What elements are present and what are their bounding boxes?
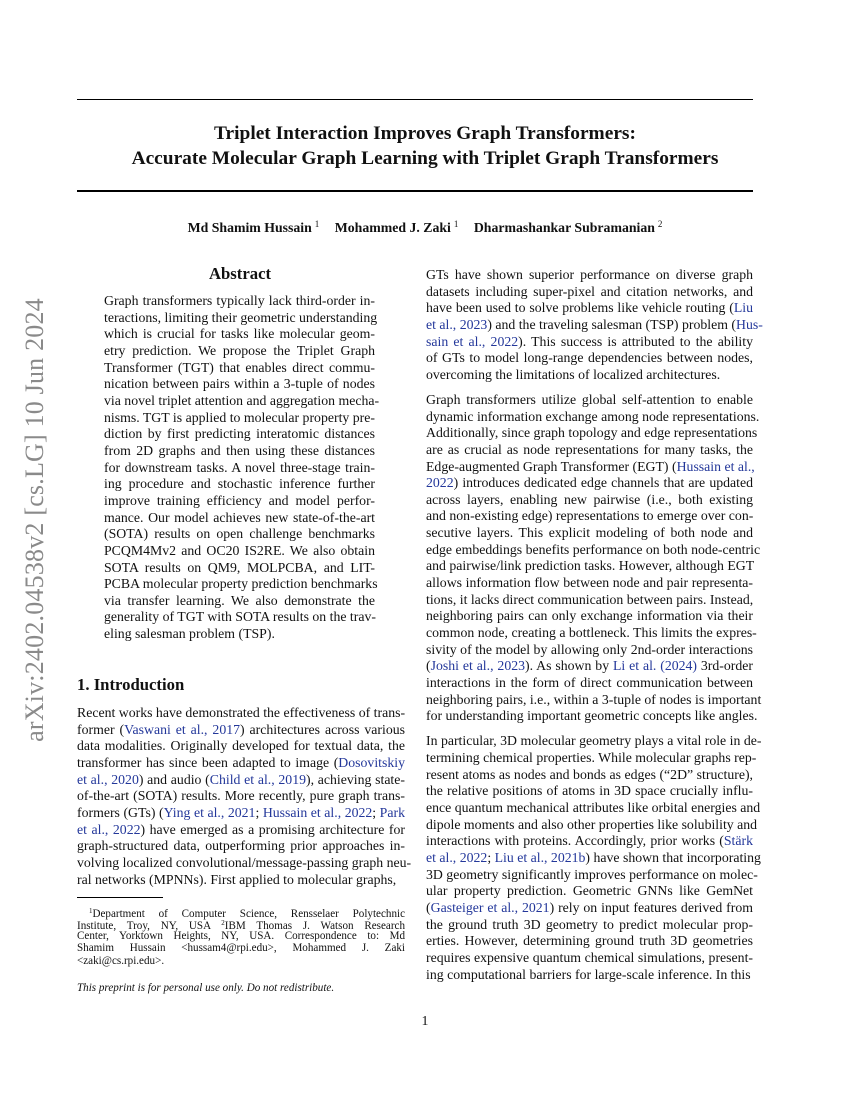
- text-segment: the ground truth 3D geometry to predict molecular prop-: [426, 916, 753, 932]
- text-segment: termining chemical properties. While molecular graphs rep-: [426, 749, 757, 765]
- text-segment: Transformer (TGT) that enables direct commu-: [104, 359, 375, 375]
- text-line: [104, 309, 378, 327]
- text-segment: ence quantum mechanical attributes like orbital energies and: [426, 799, 761, 815]
- text-line: [426, 267, 753, 284]
- text-segment: across layers, enabling new pairwise (i.e., both existing: [426, 491, 753, 507]
- text-line: [426, 833, 753, 850]
- citation-link[interactable]: Liu et al., 2021b: [494, 849, 586, 865]
- citation-link[interactable]: et al., 2020: [77, 771, 139, 787]
- footnote-rule: [77, 897, 163, 898]
- affiliation-mark: 1: [453, 219, 459, 229]
- text-line: [426, 900, 753, 917]
- abstract-heading: Abstract: [208, 264, 272, 283]
- text-line: [426, 508, 753, 525]
- text-line: [426, 392, 753, 409]
- text-segment: ) and audio (: [138, 771, 210, 787]
- text-line: [104, 476, 375, 493]
- text-line: [426, 425, 758, 442]
- text-segment: ) rely on input features derived from: [549, 899, 754, 915]
- citation-link[interactable]: et al., 2023: [426, 316, 488, 332]
- author: [188, 220, 320, 235]
- abstract-text: [104, 293, 380, 651]
- text-segment: dipole moments and also other properties like solubility and: [426, 816, 758, 832]
- text-line: [426, 933, 753, 950]
- text-line: [426, 350, 753, 367]
- top-rule: [77, 99, 753, 100]
- text-segment: resent atoms as nodes and bonds as edges (“2D” structure),: [426, 766, 753, 782]
- text-segment: dynamic information exchange among node representations.: [426, 408, 760, 424]
- text-line: [426, 749, 757, 767]
- citation-link[interactable]: Hussain et al.,: [676, 458, 755, 474]
- paragraph: [426, 391, 762, 725]
- text-line: [104, 326, 375, 343]
- text-line: [77, 854, 412, 872]
- section-heading-introduction: 1. Introduction: [77, 675, 185, 694]
- text-line: [426, 334, 753, 351]
- preprint-notice: This preprint is for personal use only. Do not redistribute.: [77, 982, 335, 994]
- text-segment: Recent works have demonstrated the effectiveness of trans-: [77, 705, 406, 720]
- text-line: [426, 883, 753, 900]
- author-name: Dharmashankar Subramanian: [473, 220, 655, 235]
- text-segment: for downstream tasks. A novel three-stage train-: [104, 459, 375, 475]
- footnote-text: Institute, Troy, NY, USA: [77, 920, 222, 933]
- text-segment: 3D geometry significantly improves performance on molec-: [426, 866, 758, 882]
- text-segment: ing computational barriers for large-scale inference. In this: [426, 966, 751, 982]
- text-line: [104, 543, 375, 560]
- text-line: [104, 426, 375, 443]
- text-line: [77, 805, 405, 822]
- text-segment: etry prediction. We propose the Triplet Graph: [104, 342, 375, 358]
- author-name: Mohammed J. Zaki: [334, 220, 451, 235]
- text-line: [104, 410, 375, 427]
- text-line: [104, 460, 375, 477]
- text-line: [426, 284, 753, 301]
- citation-link[interactable]: Hus-: [735, 316, 763, 332]
- text-segment: are as crucial as node representations for many tasks, the: [426, 441, 753, 457]
- text-segment: sivity of the model by allowing only 2nd-order interactions: [426, 641, 753, 657]
- text-segment: and pairwise/link prediction tasks. However, although EGT: [426, 558, 755, 574]
- text-segment: Graph transformers typically lack third-order in-: [104, 293, 375, 308]
- text-segment: PCBA molecular property prediction benchmarks: [104, 576, 378, 592]
- paper-title-line-2: Accurate Molecular Graph Learning with Triplet Graph Transformers: [131, 148, 719, 169]
- text-line: [426, 558, 753, 575]
- text-line: [77, 788, 405, 805]
- text-line: [426, 541, 761, 559]
- text-segment: which is crucial for tasks like molecular geom-: [104, 326, 375, 342]
- text-segment: (SOTA) results on open challenge benchmarks: [104, 526, 375, 542]
- citation-link[interactable]: Stärk: [723, 833, 753, 849]
- text-line: [77, 705, 405, 722]
- text-segment: ) and the traveling salesman (TSP) problem (: [487, 316, 736, 332]
- text-segment: (: [426, 658, 431, 674]
- citation-link[interactable]: et al., 2022: [426, 849, 488, 865]
- text-line: [426, 592, 753, 609]
- text-line: [426, 625, 757, 642]
- text-segment: SOTA results on QM9, MOLPCBA, and LIT-: [104, 559, 375, 575]
- text-line: [426, 642, 753, 659]
- citation-link[interactable]: Gasteiger et al., 2021: [430, 899, 550, 915]
- affiliation-mark: 2: [657, 219, 663, 229]
- text-segment: ;: [487, 849, 495, 865]
- footnote-mark: 1: [89, 907, 93, 915]
- text-line: [426, 525, 753, 542]
- text-line: [426, 866, 758, 884]
- paragraph: [426, 267, 763, 384]
- citation-link[interactable]: Park: [379, 804, 405, 820]
- citation-link[interactable]: sain et al., 2022: [426, 333, 519, 349]
- text-segment: of-the-art (SOTA) results. More recently, pure graph trans-: [77, 788, 405, 804]
- title-bottom-rule: [77, 190, 753, 192]
- text-segment: ). As shown by: [525, 658, 613, 674]
- text-segment: tions, it lacks direct communication between pairs. Instead,: [426, 591, 754, 607]
- text-segment: (: [426, 899, 431, 915]
- text-line: [426, 459, 753, 476]
- text-segment: diction by first predicting interatomic distances: [104, 426, 375, 442]
- page-number: 1: [421, 1013, 429, 1028]
- footnote-mark: 2: [221, 919, 225, 928]
- text-segment: Additionally, since graph topology and edge representations: [426, 425, 758, 441]
- text-segment: erties. However, determining ground truth 3D geometries: [426, 933, 753, 949]
- footnote-text: IBM Thomas J. Watson Research: [224, 920, 405, 933]
- text-line: [104, 360, 375, 377]
- footnote-line: [77, 917, 405, 933]
- citation-link[interactable]: Hussain et al., 2022: [262, 804, 373, 820]
- text-line: [426, 967, 753, 984]
- text-line: [104, 593, 375, 610]
- right-column-text: [426, 267, 763, 991]
- author: [335, 220, 459, 235]
- footnote-line: Center, Yorktown Heights, NY, USA. Correspondence to: Md: [77, 929, 405, 942]
- text-line: [426, 950, 753, 967]
- text-line: [426, 300, 753, 317]
- text-line: [426, 658, 753, 675]
- text-segment: ) introduces dedicated edge channels that are updated: [453, 475, 753, 491]
- text-line: [426, 783, 753, 800]
- author-list: [0, 219, 850, 236]
- text-line: [77, 872, 405, 889]
- text-segment: ) architectures across various: [240, 721, 405, 737]
- text-segment: teractions, limiting their geometric understanding: [104, 309, 378, 325]
- text-segment: overcoming the limitations of localized architectures.: [426, 366, 721, 382]
- text-line: [104, 609, 375, 626]
- text-segment: requires expensive quantum chemical simulations, present-: [426, 949, 753, 965]
- text-segment: datasets including super-pixel and citation networks, and: [426, 283, 753, 299]
- text-segment: interactions in the form of direct communication between: [426, 675, 753, 691]
- text-segment: for understanding important geometric concepts like angles.: [426, 708, 758, 724]
- text-line: [426, 799, 761, 817]
- text-segment: of GTs to model long-range dependencies between nodes,: [426, 350, 753, 366]
- text-line: [104, 376, 375, 393]
- citation-link[interactable]: Li et al. (2024): [612, 658, 698, 674]
- citation-link[interactable]: 2022: [426, 475, 454, 491]
- author-name: Md Shamim Hussain: [187, 220, 312, 235]
- text-segment: secutive layers. This explicit modeling of both node and: [426, 525, 753, 541]
- text-line: [426, 767, 753, 784]
- text-segment: PCQM4Mv2 and OC20 IS2RE. We also obtain: [104, 542, 375, 558]
- text-line: [77, 722, 405, 739]
- text-segment: 3rd-order: [697, 658, 753, 674]
- arxiv-side-stamp: arXiv:2402.04538v2 [cs.LG] 10 Jun 2024: [20, 298, 49, 742]
- text-line: [104, 443, 375, 460]
- text-segment: edge embeddings benefits performance on both node-centric: [426, 541, 761, 557]
- text-line: [104, 626, 375, 643]
- paper-title-line-1: Triplet Interaction Improves Graph Transformers:: [214, 123, 636, 144]
- text-segment: nisms. TGT is applied to molecular property pre-: [104, 409, 375, 425]
- text-segment: neighboring pairs, i.e., within a 3-tuple of nodes is important: [426, 691, 762, 707]
- footnote-line: Shamim Hussain <hussam4@rpi.edu>, Mohammed J. Zaki: [77, 942, 405, 955]
- text-segment: common node, creating a bottleneck. This limits the expres-: [426, 625, 757, 641]
- introduction-text: [77, 705, 412, 897]
- text-segment: improve training efficiency and model perfor-: [104, 492, 375, 508]
- text-segment: GTs have shown superior performance on diverse graph: [426, 267, 753, 282]
- text-segment: and non-existing edge) representations to emerge over con-: [426, 508, 754, 524]
- citation-link[interactable]: Dosovitskiy: [338, 754, 405, 770]
- text-segment: Edge-augmented Graph Transformer (EGT) (: [426, 458, 677, 474]
- affiliation-footnote: [77, 905, 405, 967]
- text-line: [426, 475, 753, 492]
- footnote-line: <zaki@cs.rpi.edu>.: [77, 954, 165, 967]
- text-line: [426, 675, 753, 692]
- text-line: [426, 733, 762, 750]
- text-segment: have been used to solve problems like vehicle routing (: [426, 300, 734, 316]
- text-segment: nication between pairs within a 3-tuple of nodes: [104, 376, 375, 392]
- text-line: [77, 755, 405, 772]
- text-line: [104, 493, 375, 510]
- text-segment: ing procedure and stochastic inference further: [104, 476, 375, 492]
- citation-link[interactable]: Joshi et al., 2023: [430, 658, 526, 674]
- citation-link[interactable]: Ying et al., 2021: [163, 804, 256, 820]
- text-line: [426, 691, 762, 709]
- text-segment: ) have emerged as a promising architecture for: [140, 821, 406, 837]
- text-line: [104, 526, 375, 543]
- affiliation-mark: 1: [314, 219, 320, 229]
- text-line: [426, 492, 753, 509]
- text-segment: ular property prediction. Geometric GNNs like GemNet: [426, 883, 753, 899]
- text-segment: volving localized convolutional/message-passing graph neu-: [77, 854, 412, 870]
- text-line: [426, 708, 758, 725]
- text-line: [77, 838, 405, 855]
- text-segment: ), achieving state-: [306, 771, 405, 787]
- text-segment: former (: [77, 721, 125, 737]
- text-segment: via novel triplet attention and aggregation mecha-: [104, 392, 380, 408]
- author: [474, 220, 663, 235]
- text-line: [77, 738, 405, 755]
- citation-link[interactable]: Liu: [733, 300, 753, 316]
- text-segment: from 2D graphs and then using these distances: [104, 442, 375, 458]
- text-line: [426, 608, 753, 625]
- footnote-text: Department of Computer Science, Rensselaer Polytechnic: [92, 908, 405, 920]
- text-segment: mance. Our model achieves new state-of-the-art: [104, 509, 375, 525]
- text-segment: ) have shown that incorporating: [585, 849, 761, 865]
- text-segment: the relative positions of atoms in 3D space crucially influ-: [426, 783, 753, 799]
- text-segment: ;: [372, 804, 380, 820]
- text-segment: interactions with proteins. Accordingly, prior works (: [426, 833, 724, 849]
- text-line: [426, 442, 753, 459]
- text-segment: allows information flow between node and pair representa-: [426, 575, 753, 591]
- text-line: [426, 917, 753, 934]
- text-line: [104, 576, 378, 593]
- text-line: [77, 822, 405, 839]
- text-line: [426, 316, 763, 334]
- footnote-line: [77, 905, 405, 920]
- citation-link[interactable]: Child et al., 2019: [209, 771, 306, 787]
- text-segment: graph-structured data, outperforming prior approaches in-: [77, 838, 405, 854]
- text-segment: eling salesman problem (TSP).: [104, 626, 275, 642]
- text-segment: generality of TGT with SOTA results on the trav-: [104, 609, 376, 625]
- text-line: [426, 849, 761, 867]
- text-line: [104, 293, 375, 310]
- paragraph: [426, 733, 762, 983]
- text-segment: ). This success is attributed to the ability: [518, 333, 753, 349]
- text-line: [426, 816, 758, 834]
- text-segment: ral networks (MPNNs). First applied to molecular graphs,: [77, 871, 397, 887]
- text-segment: In particular, 3D molecular geometry plays a vital role in de-: [426, 733, 762, 749]
- paragraph: [104, 293, 380, 643]
- text-line: [426, 575, 753, 592]
- text-line: [426, 408, 760, 426]
- text-line: [104, 343, 375, 360]
- text-line: [426, 367, 753, 384]
- text-line: [77, 772, 405, 789]
- text-line: [104, 510, 375, 527]
- text-segment: ;: [255, 804, 263, 820]
- text-segment: via transfer learning. We also demonstrate the: [104, 592, 375, 608]
- paragraph: [77, 705, 412, 888]
- text-segment: data modalities. Originally developed for textual data, the: [77, 738, 405, 754]
- text-segment: transformer has since been adapted to image (: [77, 754, 339, 770]
- text-segment: formers (GTs) (: [77, 804, 164, 820]
- text-segment: Graph transformers utilize global self-attention to enable: [426, 391, 753, 407]
- citation-link[interactable]: Vaswani et al., 2017: [124, 721, 241, 737]
- text-line: [104, 560, 375, 577]
- text-line: [104, 392, 380, 410]
- citation-link[interactable]: et al., 2022: [77, 821, 141, 837]
- text-segment: neighboring pairs can only exchange information via their: [426, 608, 753, 624]
